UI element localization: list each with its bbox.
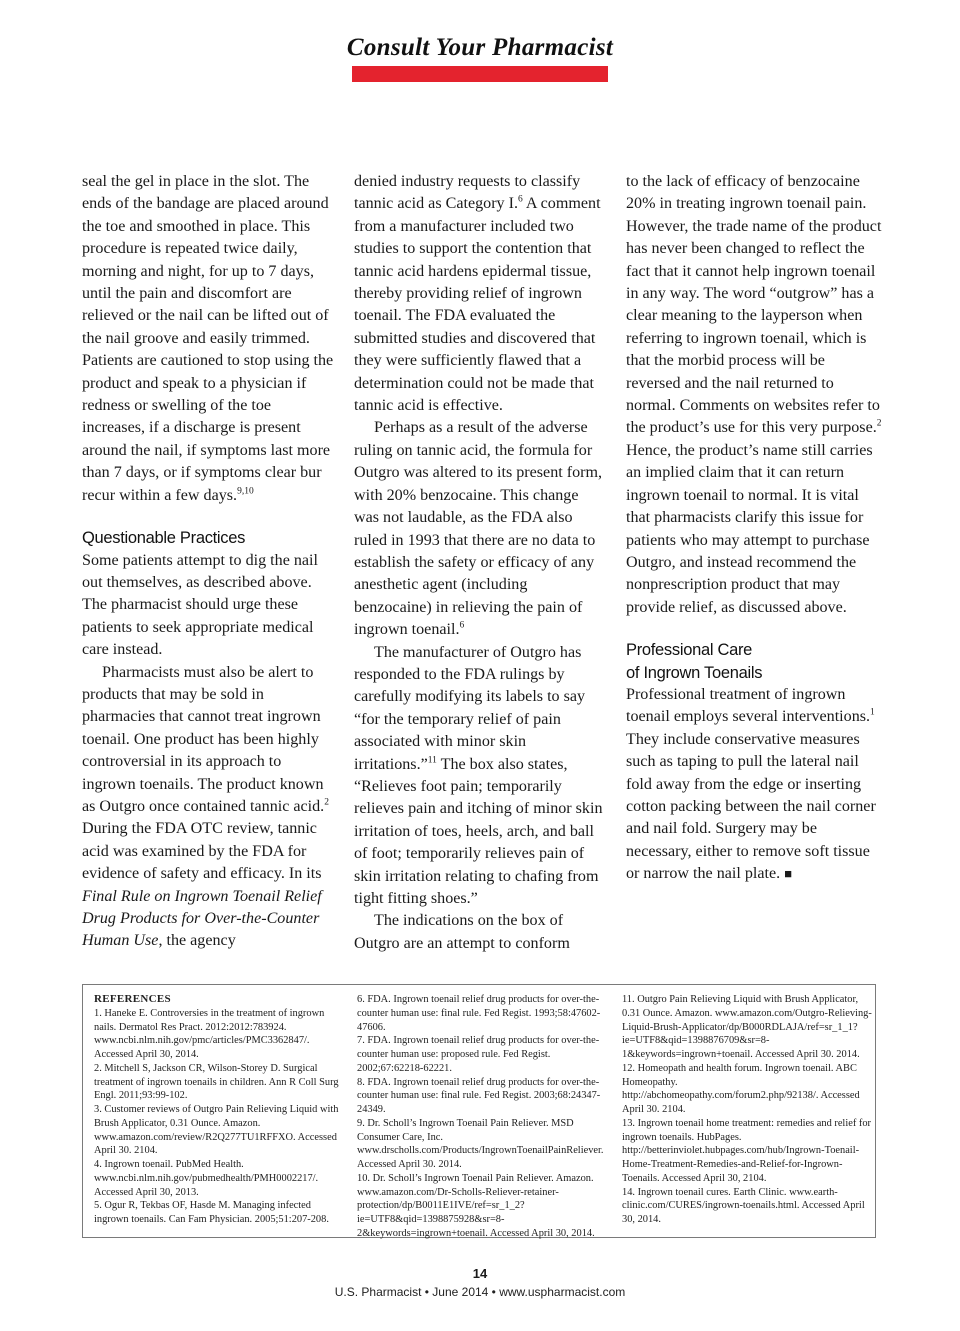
reference-item: 2. Mitchell S, Jackson CR, Wilson-Storey D. Surgical treatment of ingrown toenails in children. Ann R Coll Surg Engl. 2011;93:99-102. xyxy=(94,1062,339,1102)
references-column-2 xyxy=(357,993,609,1241)
paragraph: Some patients attempt to dig the nail out themselves, as described above. The pharmacist should urge these patients to seek appropriate medical care instead. xyxy=(82,551,318,659)
paragraph: denied industry requests to classify tannic acid as Category I.$^6$ A comment from a manufacturer included two studies to support the contention that tannic acid hardens epidermal tissue, thereby providing relief of ingrown toenail. The FDA evaluated the submitted studies and discovered that they were sufficiently flawed that a determination could not be made that tannic acid is effective. xyxy=(354,173,601,415)
references-title: REFERENCES xyxy=(94,993,171,1005)
header-accent-bar xyxy=(352,66,608,82)
reference-item: 1. Haneke E. Controversies in the treatment of ingrown nails. Dermatol Res Pract. 2012:2012:783924. www.ncbi.nlm.nih.gov/pmc/articles/PMC3362847/. Accessed April 30, 2014. xyxy=(94,1007,325,1060)
paragraph: The indications on the box of Outgro are an attempt to conform xyxy=(354,912,570,952)
footer-publication-line: U.S. Pharmacist • June 2014 • www.uspharmacist.com xyxy=(334,1285,626,1299)
section-heading-professional-care: Professional Care of Ingrown Toenails xyxy=(626,641,763,682)
section-heading-questionable-practices: Questionable Practices xyxy=(82,529,246,548)
references-column-3 xyxy=(622,993,874,1227)
reference-item: 14. Ingrown toenail cures. Earth Clinic. www.earth-clinic.com/CURES/ingrown-toenails.html. Accessed April 30, 2014. xyxy=(622,1186,865,1225)
reference-item: 6. FDA. Ingrown toenail relief drug products for over-the-counter human use: final rule. Fed Regist. 1993;58:47602-47606. xyxy=(357,994,601,1033)
paragraph: Pharmacists must also be alert to products that may be sold in pharmacies that cannot treat ingrown toenail. One product has been highly controversial in its approach to ingrown toenails. The product known as Outgro once contained tannic acid.$^2$ During the FDA OTC review, tannic acid was examined by the FDA for evidence of safety and efficacy. In its Final Rule on Ingrown Toenail Relief Drug Products for Over-the-Counter Human Use, the agency xyxy=(82,663,329,950)
reference-item: 8. FDA. Ingrown toenail relief drug products for over-the-counter human use: final rule. Fed Regist. 2003;68:24347-24349. xyxy=(357,1076,601,1115)
page-header xyxy=(0,34,960,94)
references-column-1 xyxy=(94,993,346,1227)
reference-item: 13. Ingrown toenail home treatment: remedies and relief for ingrown toenails. HubPages. http://betterinviolet.hubpages.com/hub/Ingrown-Toenail-Home-Treatment-Remedies-and-Relief-for-Ingrown-Toenails. Accessed April 30, 2104. xyxy=(622,1117,871,1184)
paragraph: The manufacturer of Outgro has responded to the FDA rulings by carefully modifying its labels to say “for the temporary relief of pain associated with minor skin irritations.”$^{11}$ The box also states, “Relieves foot pain; temporarily relieves pain and itching of minor skin irritation of toes, heels, arch, and ball of foot; temporarily relieves pain of skin irritation relating to chafing from tight fitting shoes.” xyxy=(354,643,603,907)
reference-item: 3. Customer reviews of Outgro Pain Relieving Liquid with Brush Applicator, 0.31 Ounce. Amazon. www.amazon.com/review/R2Q277TU1RFFXO. Accessed April 30. 2104. xyxy=(94,1104,339,1157)
references-box xyxy=(82,984,876,1238)
reference-item: 5. Ogur R, Tekbas OF, Hasde M. Managing infected ingrown toenails. Can Fam Physician. 2005;51:207-208. xyxy=(94,1200,329,1225)
page-number: 14 xyxy=(472,1266,488,1281)
reference-item: 4. Ingrown toenail. PubMed Health. www.ncbi.nlm.nih.gov/pubmedhealth/PMH0002217/. Accessed April 30, 2013. xyxy=(94,1159,319,1198)
end-of-article-icon: ■ xyxy=(784,866,793,882)
paragraph: to the lack of efficacy of benzocaine 20% in treating ingrown toenail pain. However, the trade name of the product has never been changed to reflect the fact that it cannot help ingrown toenail in any way. The word “outgrow” has a clear meaning to the layperson when referring to ingrown toenail, which is that the morbid process will be reversed and the nail returned to normal. Comments on websites refer to the product’s use for this very purpose.$^2$ Hence, the product’s name still carries an implied claim that it can return ingrown toenail to normal. It is vital that pharmacists clarify this issue for patients who may attempt to purchase Outgro, and instead recommend the nonprescription product that may provide relief, as discussed above. xyxy=(626,173,882,616)
paragraph: Perhaps as a result of the adverse ruling on tannic acid, the formula for Outgro was altered to its present form, with 20% benzocaine. This change was not laudable, as the FDA also ruled in 1993 that there are no data to establish the safety or efficacy of any anesthetic agent (including benzocaine) in relieving the pain of ingrown toenail.$^6$ xyxy=(354,419,603,639)
reference-item: 12. Homeopath and health forum. Ingrown toenail. ABC Homeopathy. http://abchomeopathy.com/forum2.php/92138/. Accessed April 30. 2104. xyxy=(622,1062,860,1115)
paragraph: seal the gel in place in the slot. The ends of the bandage are placed around the toe and smoothed in place. This procedure is repeated twice daily, morning and night, for up to 7 days, until the pain and discomfort are relieved or the nail can be lifted out of the nail groove and easily trimmed. Patients are cautioned to stop using the product and speak to a physician if redness or swelling of the toe increases, if a discharge is present around the nail, if symptoms last more than 7 days, or if symptoms clear bur recur within a few days.$^{9,10}$ xyxy=(82,173,334,504)
reference-item: 11. Outgro Pain Relieving Liquid with Brush Applicator, 0.31 Ounce. Amazon. www.amazon.com/Outgro-Relieving-Liquid-Brush-Applicator/dp/B000RDLAJA/ref=sr_1_1?ie=UTF8&qid=1398876709&sr=8-1&keywords=ingrown+toenail. Accessed April 30. 2014. xyxy=(622,994,872,1060)
header-title: Consult Your Pharmacist xyxy=(346,34,614,61)
paragraph: Professional treatment of ingrown toenail employs several interventions.$^1$ They include conservative measures such as taping to pull the lateral nail fold away from the edge or inserting cotton packing between the nail corner and nail fold. Surgery may be necessary, either to remove soft tissue or narrow the nail plate. ■ xyxy=(626,685,876,883)
reference-item: 7. FDA. Ingrown toenail relief drug products for over-the-counter human use: proposed rule. Fed Regist. 2002;67:62218-62221. xyxy=(357,1035,600,1074)
text-column-3 xyxy=(626,171,882,886)
text-column-2 xyxy=(354,171,606,955)
reference-item: 9. Dr. Scholl’s Ingrown Toenail Pain Reliever. MSD Consumer Care, Inc. www.drscholls.com/Products/IngrownToenailPainReliever. Accessed April 30. 2014. xyxy=(357,1117,604,1170)
reference-item: 10. Dr. Scholl’s Ingrown Toenail Pain Reliever. Amazon. www.amazon.com/Dr-Scholls-Reliever-retainer-protection/dp/B0011E1IVE/ref=sr_1_2?ie=UTF8&qid=1398875928&sr=8-2&keywords=ingrown+toenail. Accessed April 30, 2014. xyxy=(357,1172,595,1239)
text-column-1 xyxy=(82,171,334,953)
